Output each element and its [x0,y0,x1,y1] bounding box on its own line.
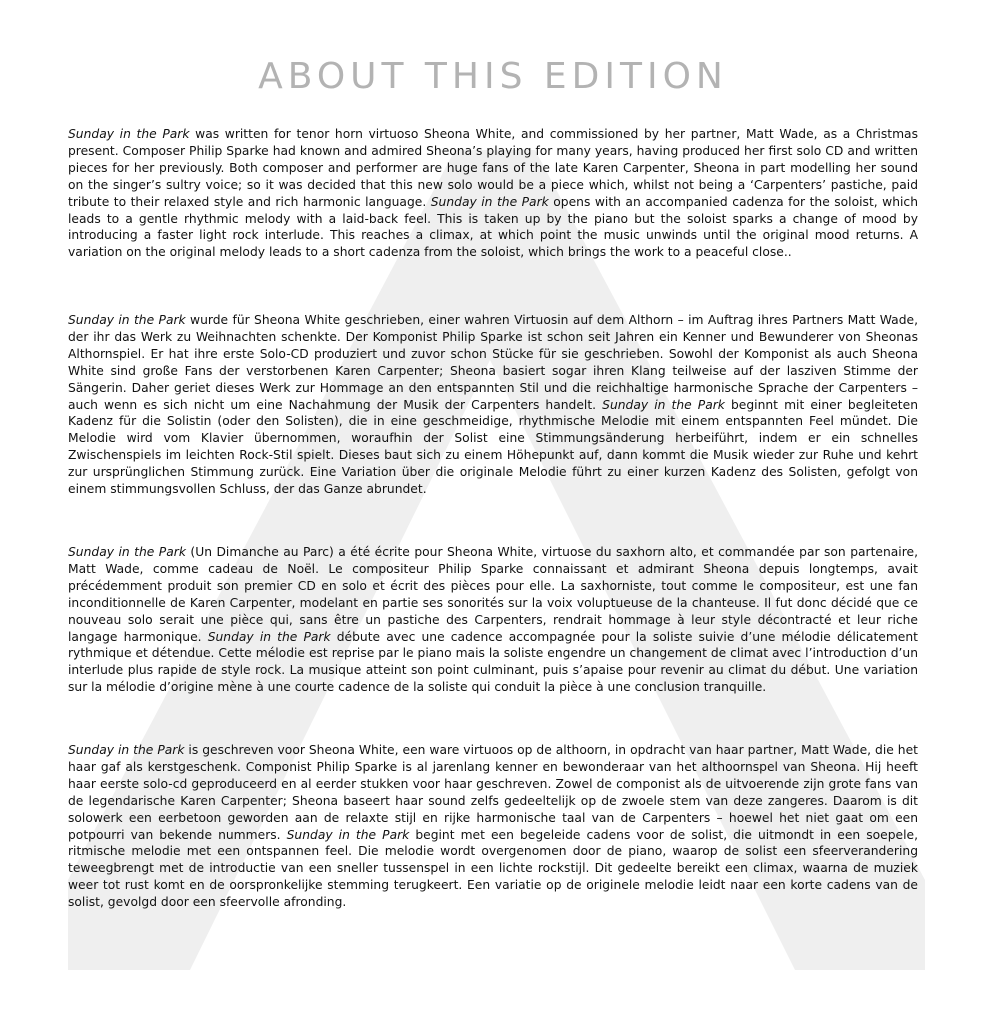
paragraph-text: (Un Dimanche au Parc) a été écrite pour Sheona White, virtuose du saxhorn alto, et commandée par son partenaire, Matt Wade, comme cadeau de Noël. Le compositeur Philip Sparke connaissant et admirant Sheona depuis longtemps, avait précédemment produit son premier CD en solo et écrit des pièces pour elle. La saxhorniste, tout comme le compositeur, est une fan inconditionnelle de Karen Carpenter, modelant en partie ses sonorités sur la voix voluptueuse de la chanteuse. Il fut donc décidé que ce nouveau solo serait une pièce qui, sans être un pastiche des Carpenters, rendrait hommage à leur style décontracté et leur riche langage harmonique. [68,545,918,644]
paragraph-text: was written for tenor horn virtuoso Sheona White, and commissioned by her partner, Matt Wade, as a Christmas present. Composer Philip Sparke had known and admired Sheona’s playing for many years, having produced her first solo CD and written pieces for her previously. Both composer and performer are huge fans of the late Karen Carpenter, Sheona in part modelling her sound on the singer’s sultry voice; so it was decided that this new solo would be a piece which, whilst not being a ‘Carpenters’ pastiche, paid tribute to their relaxed style and rich harmonic language. [68,127,918,209]
paragraph-text: wurde für Sheona White geschrieben, einer wahren Virtuosin auf dem Althorn – im Auftrag ihres Partners Matt Wade, der ihr das Werk zu Weihnachten schenkte. Der Komponist Philip Sparke ist schon seit Jahren ein Kenner und Bewunderer von Sheonas Althornspiel. Er hat ihre erste Solo-CD produziert und zuvor schon Stücke für sie geschrieben. Sowohl der Komponist als auch Sheona White sind große Fans der verstorbenen Karen Carpenter; Sheona basiert sogar ihren Klang teilweise auf der lasziven Stimme der Sängerin. Daher geriet dieses Werk zur Hommage an den entspannten Stil und die reichhaltige harmonische Sprache der Carpenters – auch wenn es sich nicht um eine Nachahmung der Musik der Carpenters handelt. [68,313,918,412]
paragraph-text: débute avec une cadence accompagnée pour la soliste suivie d’une mélodie délicatement rythmique et détendue. Cette mélodie est reprise par le piano mais la soliste engendre un changement de climat avec l’introduction d’un interlude plus rapide de style rock. La musique atteint son point culminant, puis s’apaise pour revenir au climat du début. Une variation sur la mélodie d’origine mène à une courte cadence de la soliste qui conduit la pièce à une conclusion tranquille. [68,629,918,695]
paragraph-english [68,126,918,261]
work-title: Sunday in the Park [602,397,725,412]
paragraph-text: beginnt mit einer begleiteten Kadenz für die Solistin (oder den Solisten), die in eine geschmeidige, rhythmische Melodie mit einem entspannten Feel mündet. Die Melodie wird vom Klavier übernommen, woraufhin der Solist eine Stimmungsänderung herbeiführt, indem er ein schnelles Zwischenspiels im leichten Rock-Stil spielt. Dieses baut sich zu einem Höhepunkt auf, dann kommt die Musik wieder zur Ruhe und kehrt zur ursprünglichen Stimmung zurück. Eine Variation über die originale Melodie führt zu einer kurzen Kadenz des Solisten, gefolgt von einem stimmungsvollen Schluss, der das Ganze abrundet. [68,397,918,497]
paragraph-dutch [68,742,918,911]
work-title: Sunday in the Park [68,743,185,757]
work-title: Sunday in the Park [286,827,410,842]
paragraph-french [68,544,918,696]
work-title: Sunday in the Park [207,629,331,644]
paragraph-text: opens with an accompanied cadenza for the soloist, which leads to a gentle rhythmic melody with a laid-back feel. This is taken up by the piano but the soloist sparks a change of mood by introducing a faster light rock interlude. This reaches a climax, at which point the music unwinds until the original mood returns. A variation on the original melody leads to a short cadenza from the soloist, which brings the work to a peaceful close.. [68,194,918,260]
work-title: Sunday in the Park [68,313,186,327]
paragraph-german [68,312,918,498]
work-title: Sunday in the Park [68,545,186,559]
paragraph-text: is geschreven voor Sheona White, een ware virtuoos op de althoorn, in opdracht van haar partner, Matt Wade, die het haar gaf als kerstgeschenk. Componist Philip Sparke is al jarenlang kenner en bewonderaar van het althoornspel van Sheona. Hij heeft haar eerste solo-cd geproduceerd en al eerder stukken voor haar geschreven. Zowel de componist als de uitvoerende zijn grote fans van de legendarische Karen Carpenter; Sheona baseert haar sound zelfs gedeeltelijk op de zwoele stem van deze zangeres. Daarom is dit solowerk een eerbetoon geworden aan de relaxte stijl en rijke harmonische taal van de Carpenters – hoewel het niet gaat om een potpourri van bekende nummers. [68,743,918,842]
work-title: Sunday in the Park [430,194,549,209]
work-title: Sunday in the Park [68,127,190,141]
paragraph-text: begint met een begeleide cadens voor de solist, die uitmondt in een soepele, ritmische melodie met een ontspannen feel. Die melodie wordt overgenomen door de piano, waarop de solist een sfeerverandering teweegbrengt met de introductie van een sneller tussenspel in een lichte rockstijl. Dit gedeelte bereikt een climax, waarna de muziek weer tot rust komt en de oorspronkelijke stemming terugkeert. Een variatie op de originele melodie leidt naar een korte cadens van de solist, gevolgd door een sfeervolle afronding. [68,827,918,910]
page-title: ABOUT THIS EDITION [258,56,728,97]
